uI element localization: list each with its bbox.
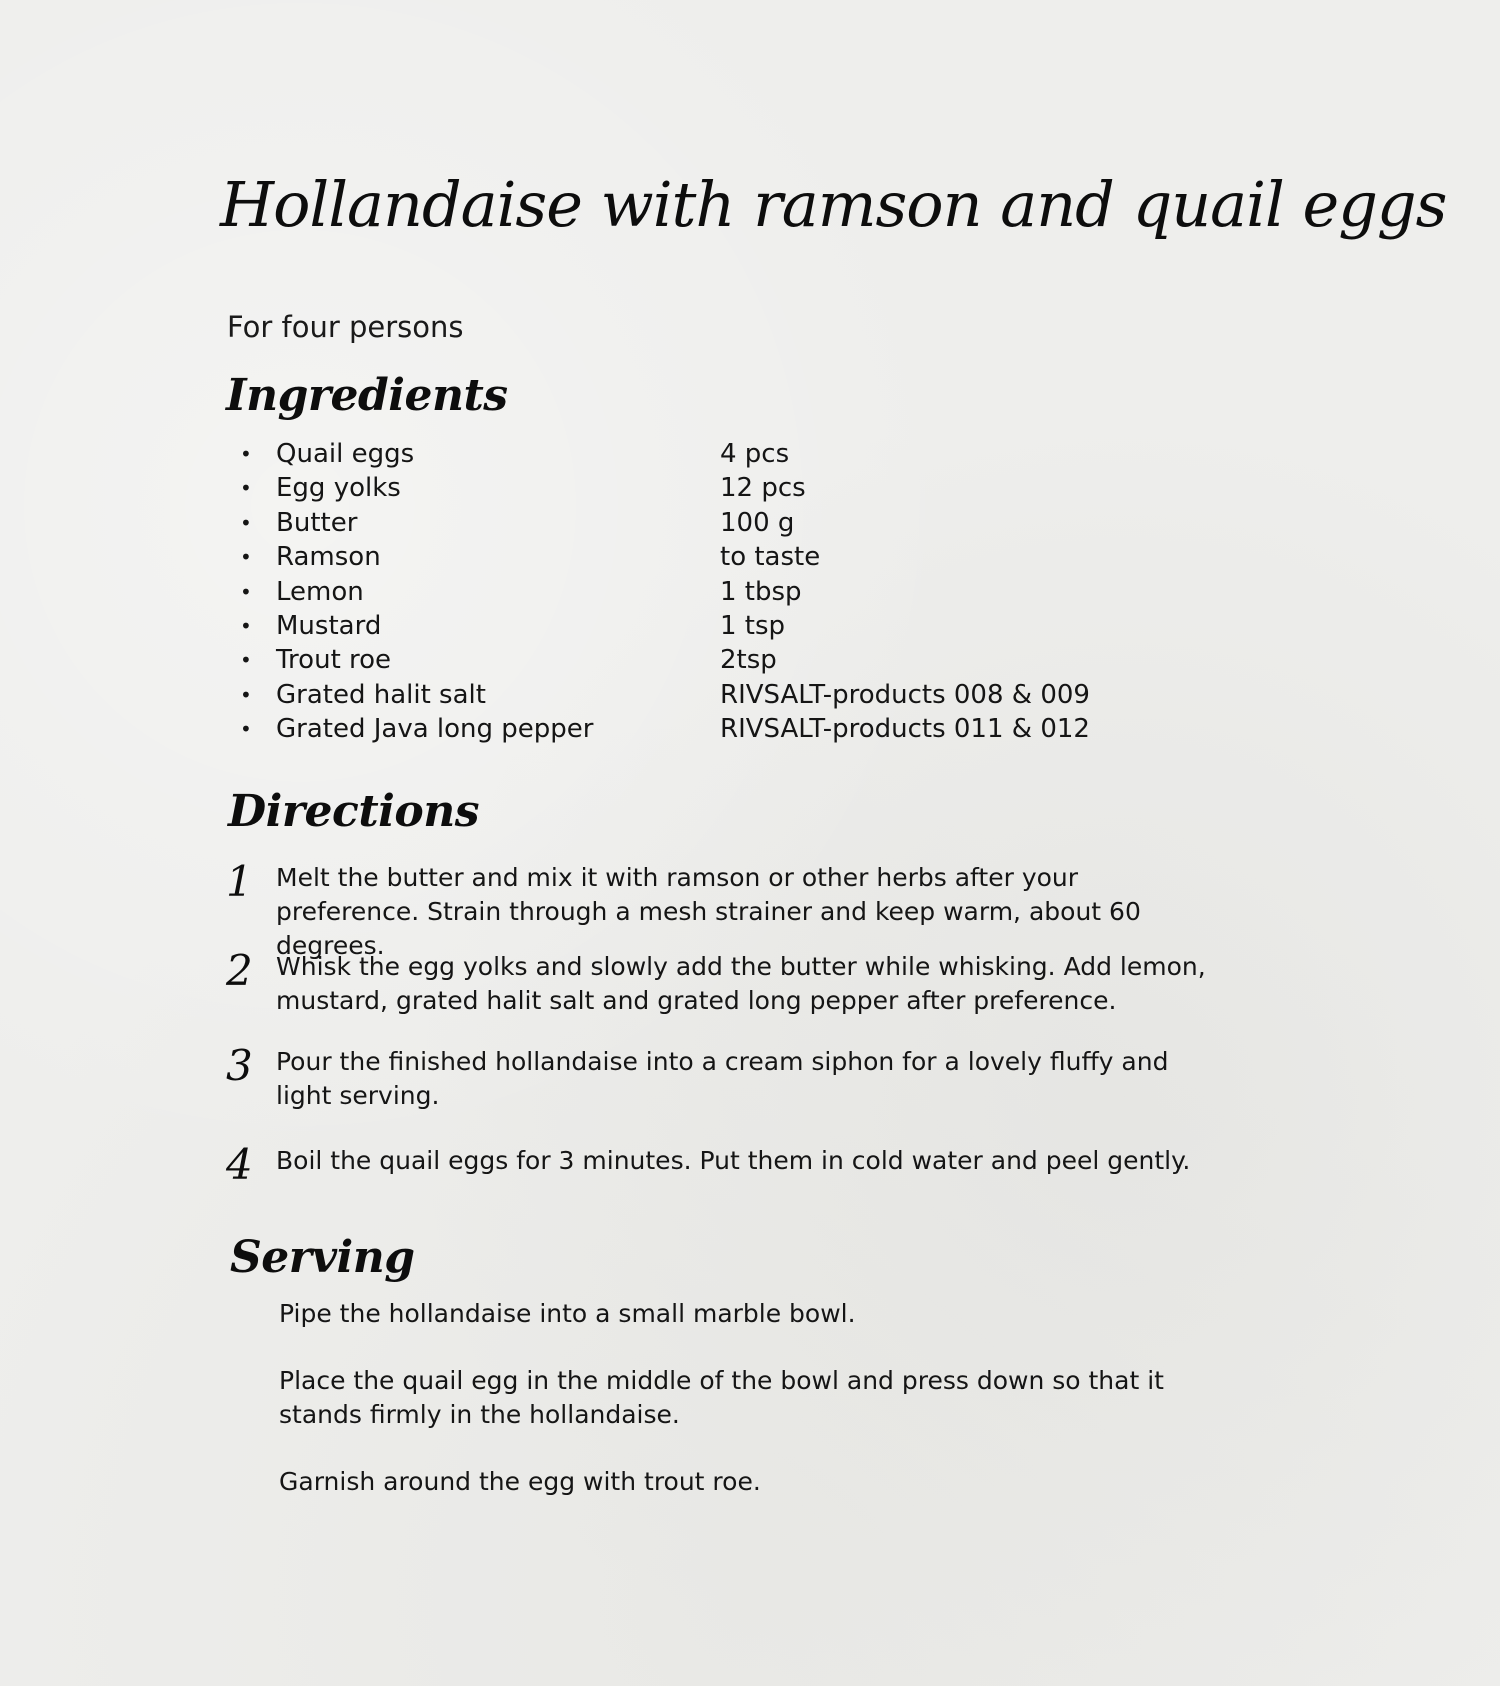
ingredient-amount: to taste [720,542,821,573]
serving-paragraph: Place the quail egg in the middle of the bowl and press down so that it stands firmly in the hollandaise. [279,1366,1164,1429]
directions-heading: Directions [228,786,479,837]
recipe-title: Hollandaise with ramson and quail eggs [220,168,1447,241]
ingredient-item [240,471,1140,505]
ingredient-item [240,437,1140,471]
ingredient-amount: 12 pcs [720,473,806,504]
ingredient-name: Mustard [276,610,382,641]
step-text: Pour the finished hollandaise into a cream siphon for a lovely fluffy and light serving. [276,1047,1169,1110]
ingredient-item [240,609,1140,643]
ingredient-item [240,712,1140,746]
ingredients-list [240,437,1140,747]
serving-paragraph: Pipe the hollandaise into a small marble bowl. [279,1299,856,1328]
bullet-icon: • [240,442,252,466]
bullet-icon: • [240,613,252,638]
ingredient-item [240,575,1140,609]
step-number: 3 [226,1041,253,1090]
servings-text: For four persons [227,310,464,344]
bullet-icon: • [240,682,252,707]
ingredients-heading: Ingredients [226,370,508,421]
ingredient-amount: 4 pcs [720,439,790,469]
ingredient-item [240,643,1140,677]
serving-paragraph: Garnish around the egg with trout roe. [279,1467,761,1496]
ingredient-amount: 1 tbsp [720,576,802,607]
ingredient-name: Grated Java long pepper [276,714,594,745]
ingredient-item [240,540,1140,574]
step-number: 2 [226,946,253,995]
ingredient-name: Egg yolks [276,473,401,504]
bullet-icon: • [240,510,252,535]
ingredient-item [240,506,1140,540]
ingredient-name: Butter [276,507,358,538]
ingredient-amount: RIVSALT-products 008 & 009 [720,679,1090,710]
ingredient-name: Lemon [276,576,364,607]
bullet-icon: • [240,545,252,570]
ingredient-name: Ramson [276,542,381,573]
bullet-icon: • [240,476,252,501]
ingredient-amount: 2tsp [720,645,777,676]
step-number: 4 [226,1140,253,1189]
bullet-icon: • [240,648,252,673]
ingredient-amount: 100 g [720,507,795,538]
step-number: 1 [226,857,253,906]
step-text: Whisk the egg yolks and slowly add the butter while whisking. Add lemon, mustard, grated halit salt and grated long pepper after preference. [276,952,1206,1015]
serving-heading: Serving [230,1232,415,1283]
step-text: Melt the butter and mix it with ramson or other herbs after your preference. Strain through a mesh strainer and keep warm, about 60 degrees. [276,863,1141,960]
ingredient-amount: RIVSALT-products 011 & 012 [720,714,1090,745]
ingredient-name: Grated halit salt [276,679,486,710]
ingredient-name: Trout roe [276,645,392,676]
bullet-icon: • [240,717,252,742]
step-text: Boil the quail eggs for 3 minutes. Put them in cold water and peel gently. [276,1146,1191,1175]
ingredient-item [240,678,1140,712]
bullet-icon: • [240,579,252,604]
ingredient-name: Quail eggs [276,439,415,469]
ingredient-amount: 1 tsp [720,610,786,641]
